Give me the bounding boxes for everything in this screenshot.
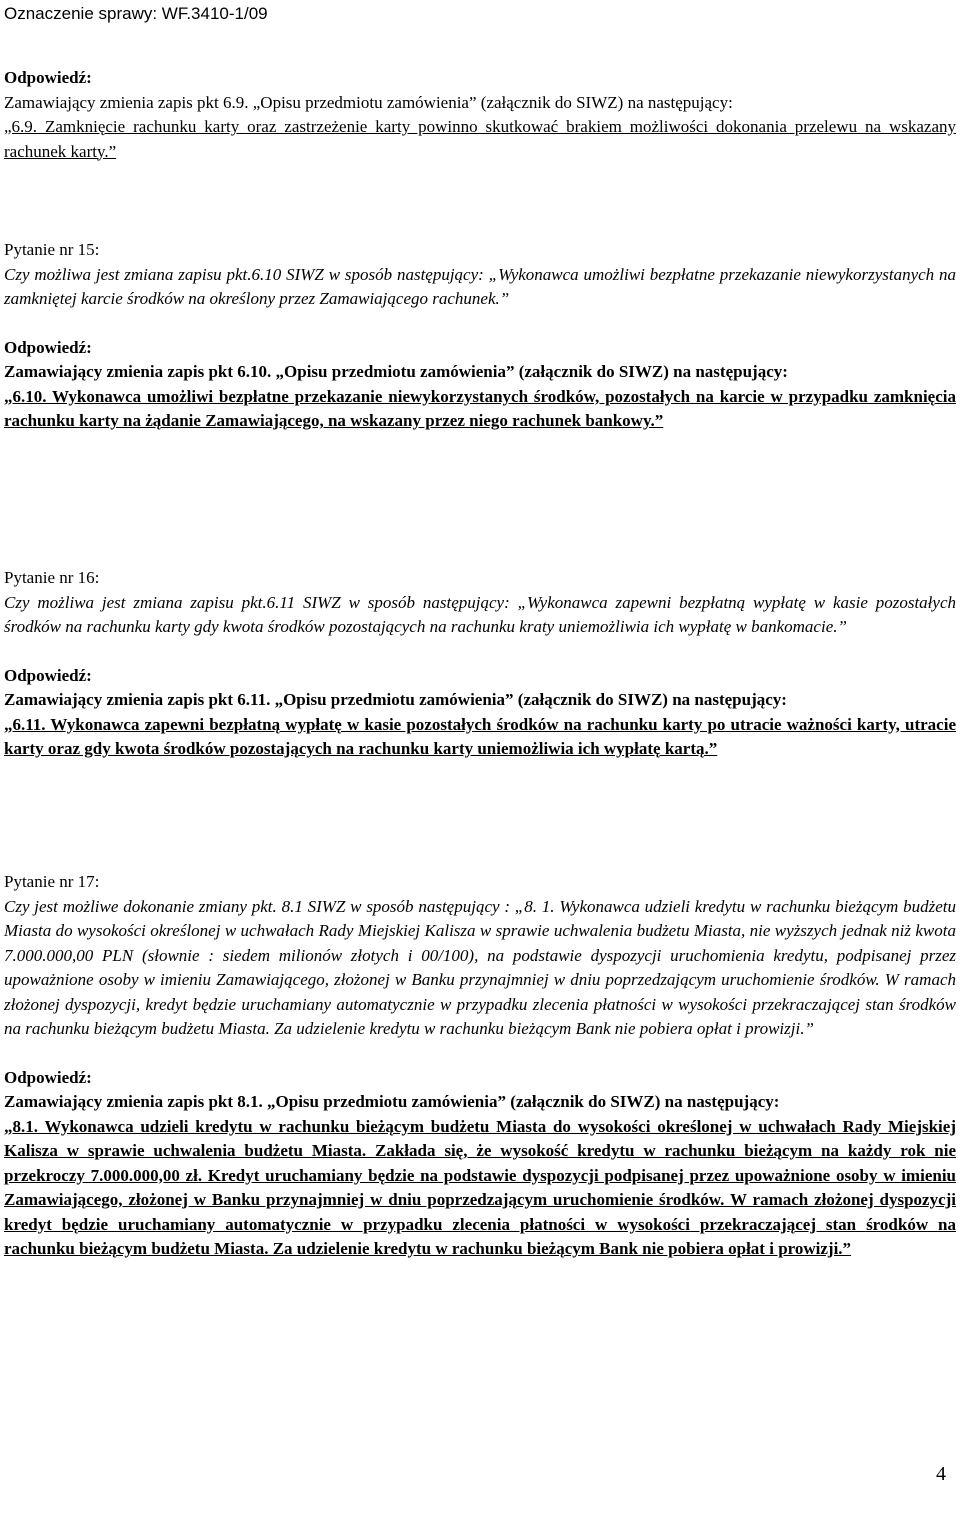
question-block-15: [4, 238, 956, 434]
case-reference-header: Oznaczenie sprawy: WF.3410-1/09: [4, 4, 268, 23]
answer-label: Odpowiedź:: [4, 1067, 92, 1087]
answer-text: „6.11. Wykonawca zapewni bezpłatną wypłatę w kasie pozostałych środków na rachunku karty po utracie ważności karty, utracie karty oraz gdy kwota środków pozostających na rachunku karty uniemożliwia ich wypłatę kartą.”: [4, 714, 956, 758]
answer-block-6-9: [4, 66, 956, 164]
question-title: Pytanie nr 16:: [4, 568, 100, 587]
answer-intro: Zamawiający zmienia zapis pkt 6.10. „Opisu przedmiotu zamówienia” (załącznik do SIWZ) na następujący:: [4, 362, 788, 381]
answer-text: „6.9. Zamknięcie rachunku karty oraz zastrzeżenie karty powinno skutkować brakiem możliwości dokonania przelewu na wskazany rachunek karty.”: [4, 117, 956, 161]
answer-label: Odpowiedź:: [4, 337, 92, 357]
answer-text: „8.1. Wykonawca udzieli kredytu w rachunku bieżącym budżetu Miasta do wysokości określonej w uchwałach Rady Miejskiej Kalisza w sprawie uchwalenia budżetu Miasta. Zakłada się, że wysokość kredytu w rachunku bieżącym na każdy rok nie przekroczy 7.000.000,00 zł. Kredyt uruchamiany będzie na podstawie dyspozycji podpisanej przez upoważnione osoby w imieniu Zamawiającego, złożonej w Banku przynajmniej w dniu poprzedzającym uruchomienie środków. W ramach złożonej dyspozycji kredyt będzie uruchamiany automatycznie w przypadku zlecenia płatności w wysokości przekraczającej stan środków na rachunku bieżącym budżetu Miasta. Za udzielenie kredytu w rachunku bieżącym Bank nie pobiera opłat i prowizji.”: [4, 1116, 956, 1258]
question-text: Czy jest możliwe dokonanie zmiany pkt. 8.1 SIWZ w sposób następujący : „8. 1. Wykonawca udzieli kredytu w rachunku bieżącym budżetu Miasta do wysokości określonej w uchwałach Rady Miejskiej Kalisza w sprawie uchwalenia budżetu Miasta, nie wyższych jednak niż kwota 7.000.000,00 PLN (słownie : siedem milionów złotych i 00/100), na podstawie dyspozycji uruchomienia kredytu, podpisanej przez upoważnione osoby w imieniu Zamawiającego, złożonej w Banku przynajmniej w dniu poprzedzającym uruchomienie środków. W ramach złożonej dyspozycji, kredyt będzie uruchamiany automatycznie w przypadku zlecenia płatności w wysokości przekraczającej stan środków na rachunku bieżącym budżetu Miasta. Za udzielenie kredytu w rachunku bieżącym Bank nie pobiera opłat i prowizji.”: [4, 896, 956, 1038]
answer-label: Odpowiedź:: [4, 68, 92, 87]
question-block-16: [4, 566, 956, 762]
question-text: Czy możliwa jest zmiana zapisu pkt.6.11 SIWZ w sposób następujący: „Wykonawca zapewni bezpłatną wypłatę w kasie pozostałych środków na rachunku karty gdy kwota środków pozostających na rachunku kraty uniemożliwia ich wypłatę w bankomacie.”: [4, 592, 956, 636]
page-number: 4: [936, 1463, 946, 1485]
question-block-17: [4, 870, 956, 1262]
answer-intro: Zamawiający zmienia zapis pkt 6.9. „Opisu przedmiotu zamówienia” (załącznik do SIWZ) na następujący:: [4, 92, 733, 112]
question-title: Pytanie nr 17:: [4, 872, 100, 891]
answer-text: „6.10. Wykonawca umożliwi bezpłatne przekazanie niewykorzystanych środków, pozostałych na karcie w przypadku zamknięcia rachunku karty na żądanie Zamawiającego, na wskazany przez niego rachunek bankowy.”: [4, 386, 956, 430]
question-text: Czy możliwa jest zmiana zapisu pkt.6.10 SIWZ w sposób następujący: „Wykonawca umożliwi bezpłatne przekazanie niewykorzystanych na zamkniętej karcie środków na określony przez Zamawiającego rachunek.”: [4, 264, 956, 308]
answer-intro: Zamawiający zmienia zapis pkt 8.1. „Opisu przedmiotu zamówienia” (załącznik do SIWZ) na następujący:: [4, 1092, 780, 1111]
question-title: Pytanie nr 15:: [4, 240, 100, 259]
answer-intro: Zamawiający zmienia zapis pkt 6.11. „Opisu przedmiotu zamówienia” (załącznik do SIWZ) na następujący:: [4, 690, 787, 709]
answer-label: Odpowiedź:: [4, 665, 92, 685]
